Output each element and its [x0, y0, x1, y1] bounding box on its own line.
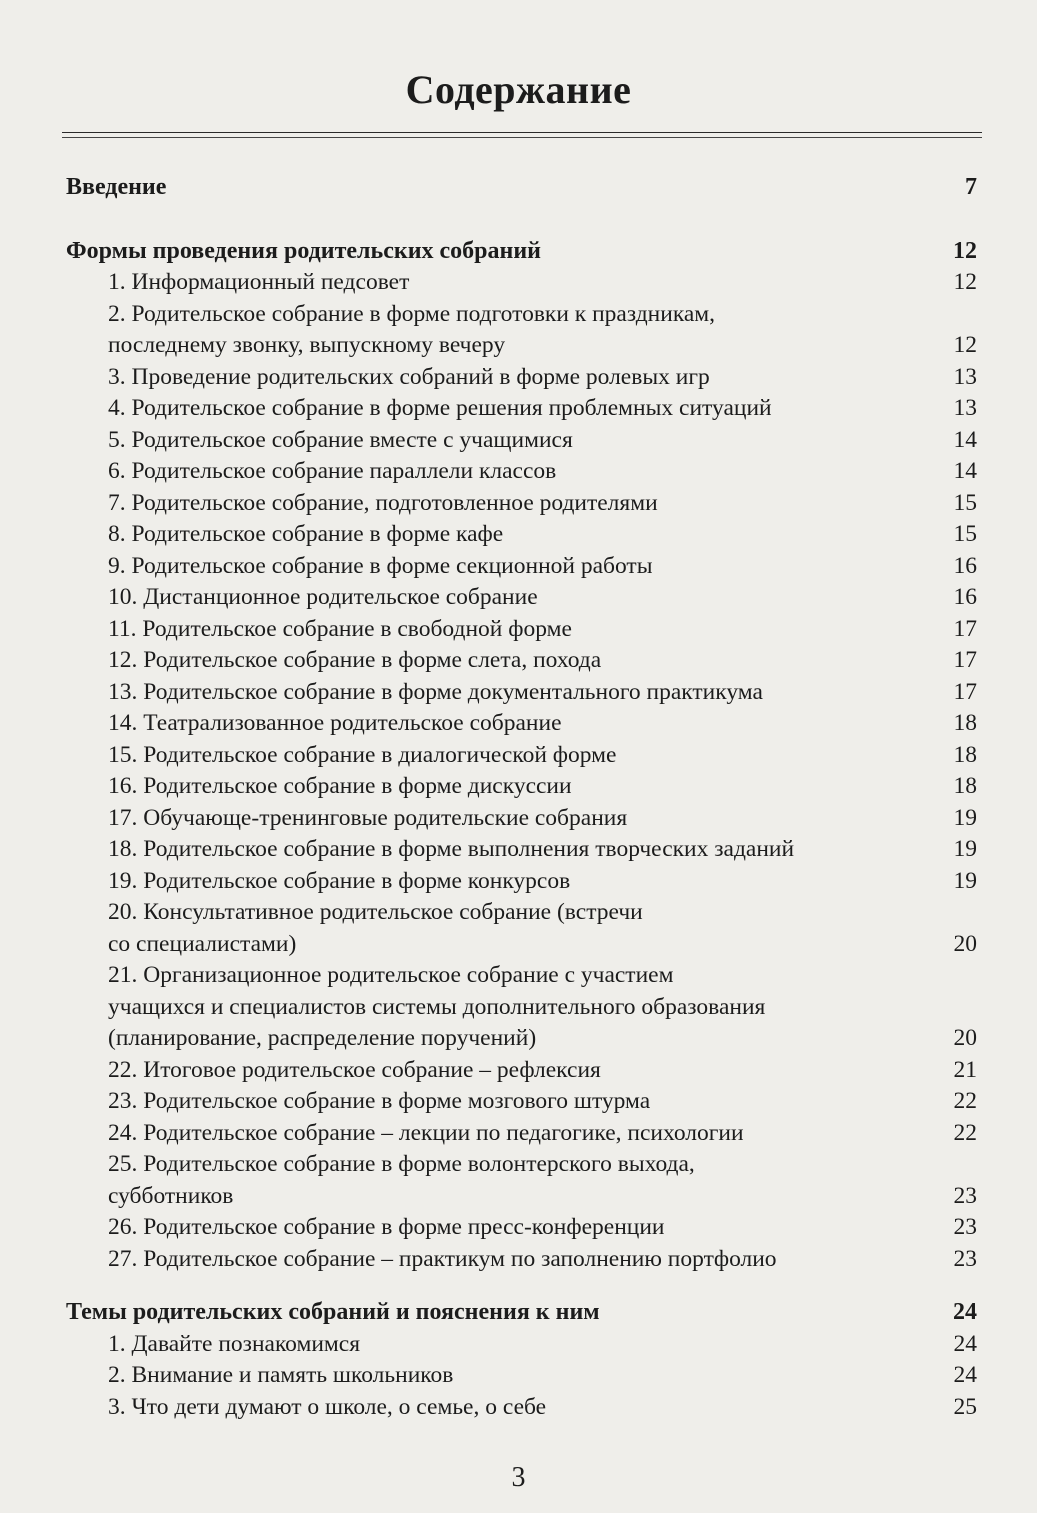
toc-entry-text: 19. Родительское собрание в форме конкурсов [108, 867, 571, 894]
toc-entry-page: 18 [953, 773, 977, 799]
toc-entry-page: 21 [953, 1056, 977, 1083]
toc-entry-page: 18 [953, 741, 977, 768]
toc-entry-text: учащихся и специалистов системы дополнительного образования [108, 993, 766, 1020]
toc-section-page: 24 [953, 1299, 977, 1325]
page-number: 3 [511, 1462, 526, 1493]
toc-entry-page: 12 [953, 269, 977, 295]
toc-entry-text: 23. Родительское собрание в форме мозгового штурма [108, 1088, 651, 1114]
toc-entry-page: 19 [953, 804, 977, 831]
toc-entry-page: 24 [953, 1362, 977, 1388]
toc-entry-text: 5. Родительское собрание вместе с учащимися [108, 426, 573, 453]
toc-entry-page: 12 [953, 332, 977, 358]
toc-entry-text: со специалистами) [108, 930, 297, 957]
toc-entry-page: 25 [953, 1393, 977, 1420]
toc-entry-text: 10. Дистанционное родительское собрание [108, 584, 538, 610]
toc-entry-text: 17. Обучающе-тренинговые родительские собрания [108, 804, 628, 831]
toc-entry-text: 24. Родительское собрание – лекции по педагогике, психологии [108, 1119, 744, 1146]
toc-entry-text: 16. Родительское собрание в форме дискуссии [108, 773, 572, 799]
toc-entry-text: 13. Родительское собрание в форме документального практикума [108, 678, 763, 705]
toc-entry-page: 20 [953, 930, 977, 957]
title-rule-secondary [62, 137, 982, 138]
toc-entry-page: 19 [953, 836, 977, 862]
toc-entry-text: 14. Театрализованное родительское собрание [108, 710, 562, 736]
title-rule [62, 132, 982, 133]
toc-section-title: Формы проведения родительских собраний [66, 237, 542, 264]
toc-entry-text: 26. Родительское собрание в форме пресс-конференции [108, 1214, 665, 1240]
toc-entry-page: 15 [953, 489, 977, 516]
toc-entry-text: 12. Родительское собрание в форме слета, похода [108, 647, 602, 673]
toc-entry-page: 23 [953, 1214, 977, 1240]
toc-entry-text: 3. Проведение родительских собраний в форме ролевых игр [108, 363, 710, 390]
toc-entry-text: 18. Родительское собрание в форме выполнения творческих заданий [108, 836, 795, 862]
toc-entry-text: 8. Родительское собрание в форме кафе [108, 521, 504, 547]
toc-entry-page: 16 [953, 552, 977, 579]
toc-entry-text: 27. Родительское собрание – практикум по заполнению портфолио [108, 1245, 777, 1272]
toc-section-page: 7 [965, 174, 977, 200]
toc-entry-page: 13 [953, 395, 977, 421]
toc-entry-page: 13 [953, 363, 977, 390]
toc-entry-page: 17 [953, 647, 977, 673]
toc-entry-page: 22 [953, 1119, 977, 1146]
toc-entry-page: 20 [953, 1025, 977, 1051]
toc-entry-text: 1. Информационный педсовет [108, 269, 410, 295]
toc-entry-text: последнему звонку, выпускному вечеру [108, 332, 506, 358]
toc-entry-text: 9. Родительское собрание в форме секционной работы [108, 552, 653, 579]
toc-entry-text: 3. Что дети думают о школе, о семье, о себе [108, 1393, 547, 1420]
toc-entry-page: 18 [953, 710, 977, 736]
toc-entry-page: 19 [953, 867, 977, 894]
toc-entry-page: 14 [953, 426, 977, 453]
toc-entry-page: 14 [953, 458, 977, 484]
toc-entry-text: 20. Консультативное родительское собрание (встречи [108, 899, 643, 925]
toc-entry-text: 2. Внимание и память школьников [108, 1362, 454, 1388]
toc-entry-page: 17 [953, 678, 977, 705]
toc-entry-text: 6. Родительское собрание параллели классов [108, 458, 557, 484]
toc-section-page: 12 [953, 237, 977, 264]
toc-entry-page: 17 [953, 615, 977, 642]
toc-section-title: Темы родительских собраний и пояснения к ним [66, 1299, 600, 1325]
toc-entry-page: 23 [953, 1245, 977, 1272]
toc-entry-text: 11. Родительское собрание в свободной форме [108, 615, 572, 642]
toc-entry-text: (планирование, распределение поручений) [108, 1025, 537, 1051]
toc-entry-text: 7. Родительское собрание, подготовленное родителями [108, 489, 658, 516]
toc-entry-text: субботников [108, 1182, 234, 1209]
toc-entry-page: 23 [953, 1182, 977, 1209]
page-title: Содержание [405, 67, 632, 112]
toc-entry-text: 22. Итоговое родительское собрание – рефлексия [108, 1056, 601, 1083]
toc-entry-page: 16 [953, 584, 977, 610]
toc-entry-text: 1. Давайте познакомимся [108, 1330, 361, 1357]
toc-entry-text: 4. Родительское собрание в форме решения проблемных ситуаций [108, 395, 772, 421]
toc-section-title: Введение [66, 174, 167, 200]
toc-entry-text: 15. Родительское собрание в диалогической форме [108, 741, 617, 768]
toc-entry-text: 2. Родительское собрание в форме подготовки к праздникам, [108, 300, 716, 327]
toc-entry-page: 22 [953, 1088, 977, 1114]
toc-entry-page: 15 [953, 521, 977, 547]
toc-entry-text: 25. Родительское собрание в форме волонтерского выхода, [108, 1151, 695, 1177]
toc-entry-page: 24 [953, 1330, 977, 1357]
toc-entry-text: 21. Организационное родительское собрание с участием [108, 962, 674, 988]
